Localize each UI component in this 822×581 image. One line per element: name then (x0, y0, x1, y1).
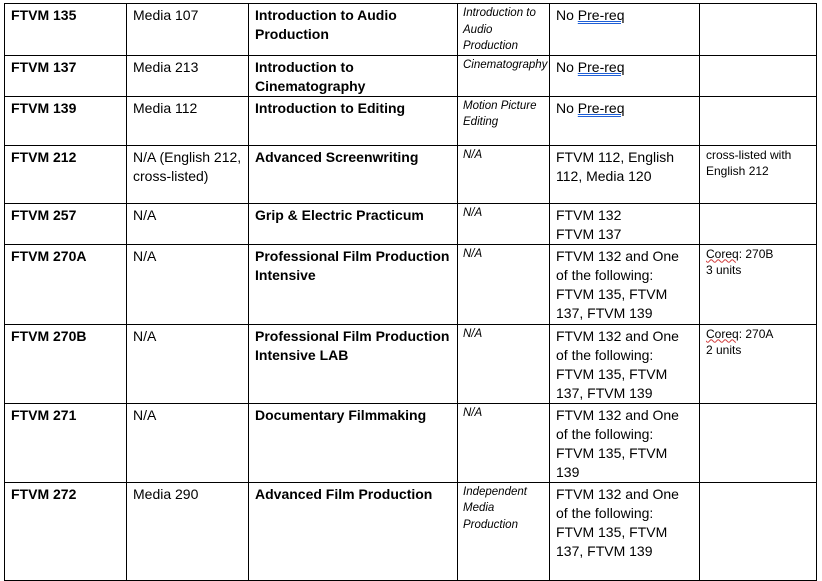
prereq-text: FTVM 132 and One of the following: FTVM 135, FTVM 137, FTVM 139 (556, 485, 679, 559)
equivalent-course: N/A (458, 244, 550, 324)
prerequisites (550, 96, 700, 145)
course-title: Professional Film Production Intensive LAB (249, 324, 458, 403)
table-row (5, 244, 817, 324)
notes (700, 203, 817, 244)
notes (700, 55, 817, 96)
course-title: Advanced Screenwriting (249, 145, 458, 203)
prerequisites (550, 482, 700, 580)
course-title: Introduction to Editing (249, 96, 458, 145)
course-title: Professional Film Production Intensive (249, 244, 458, 324)
media-equivalent: Media 290 (127, 482, 249, 580)
course-code: FTVM 271 (5, 403, 127, 482)
course-code: FTVM 272 (5, 482, 127, 580)
equivalent-course: Cinematography (458, 55, 550, 96)
table-row (5, 482, 817, 580)
prereq-text: FTVM 132 and One of the following: FTVM 135, FTVM 137, FTVM 139 (556, 327, 679, 401)
media-equivalent: N/A (127, 403, 249, 482)
notes (700, 244, 817, 324)
table-row (5, 403, 817, 482)
prereq-text: FTVM 132 and One of the following: FTVM 135, FTVM 139 (556, 406, 679, 480)
course-code: FTVM 137 (5, 55, 127, 96)
notes (700, 145, 817, 203)
prerequisites (550, 145, 700, 203)
prereq-text: FTVM 112, English 112, Media 120 (556, 148, 675, 184)
equivalent-course: N/A (458, 145, 550, 203)
notes (700, 96, 817, 145)
notes (700, 324, 817, 403)
equivalent-course: N/A (458, 324, 550, 403)
equivalent-course: Independent Media Production (458, 482, 550, 580)
prerequisites (550, 244, 700, 324)
notes-link: Coreq (706, 326, 739, 341)
course-title: Introduction to Audio Production (249, 4, 458, 56)
equivalent-course: Introduction to Audio Production (458, 4, 550, 56)
notes-link: Coreq (706, 246, 739, 261)
notes-text: cross-listed with English 212 (706, 147, 792, 178)
prereq-link: Pre-req (577, 99, 625, 116)
prereq-text: No (556, 99, 578, 116)
table-row (5, 4, 817, 56)
prerequisites (550, 403, 700, 482)
prereq-link: Pre-req (577, 7, 625, 23)
media-equivalent: Media 112 (127, 96, 249, 145)
table-row (5, 324, 817, 403)
media-equivalent: N/A (English 212, cross-listed) (127, 145, 249, 203)
prerequisites (550, 55, 700, 96)
course-title: Grip & Electric Practicum (249, 203, 458, 244)
equivalent-course: Motion Picture Editing (458, 96, 550, 145)
prerequisites (550, 4, 700, 56)
course-table (4, 3, 817, 581)
course-title: Advanced Film Production (249, 482, 458, 580)
media-equivalent: N/A (127, 244, 249, 324)
prereq-link: Pre-req (577, 58, 625, 75)
media-equivalent: Media 213 (127, 55, 249, 96)
prereq-text: FTVM 132 FTVM 137 (556, 206, 622, 242)
course-title: Introduction to Cinematography (249, 55, 458, 96)
table-row (5, 55, 817, 96)
media-equivalent: N/A (127, 203, 249, 244)
notes-text: : 270B 3 units (706, 246, 774, 277)
table-row (5, 145, 817, 203)
course-code: FTVM 139 (5, 96, 127, 145)
media-equivalent: Media 107 (127, 4, 249, 56)
media-equivalent: N/A (127, 324, 249, 403)
equivalent-course: N/A (458, 203, 550, 244)
course-code: FTVM 270B (5, 324, 127, 403)
notes (700, 403, 817, 482)
course-title: Documentary Filmmaking (249, 403, 458, 482)
notes (700, 4, 817, 56)
prereq-text: No (556, 7, 578, 23)
course-code: FTVM 212 (5, 145, 127, 203)
prerequisites (550, 324, 700, 403)
notes-text: : 270A 2 units (706, 326, 774, 357)
table-row (5, 203, 817, 244)
table-row (5, 96, 817, 145)
prereq-text: FTVM 132 and One of the following: FTVM 135, FTVM 137, FTVM 139 (556, 247, 679, 321)
prerequisites (550, 203, 700, 244)
course-code: FTVM 270A (5, 244, 127, 324)
prereq-text: No (556, 58, 578, 75)
course-code: FTVM 257 (5, 203, 127, 244)
equivalent-course: N/A (458, 403, 550, 482)
course-code: FTVM 135 (5, 4, 127, 56)
notes (700, 482, 817, 580)
